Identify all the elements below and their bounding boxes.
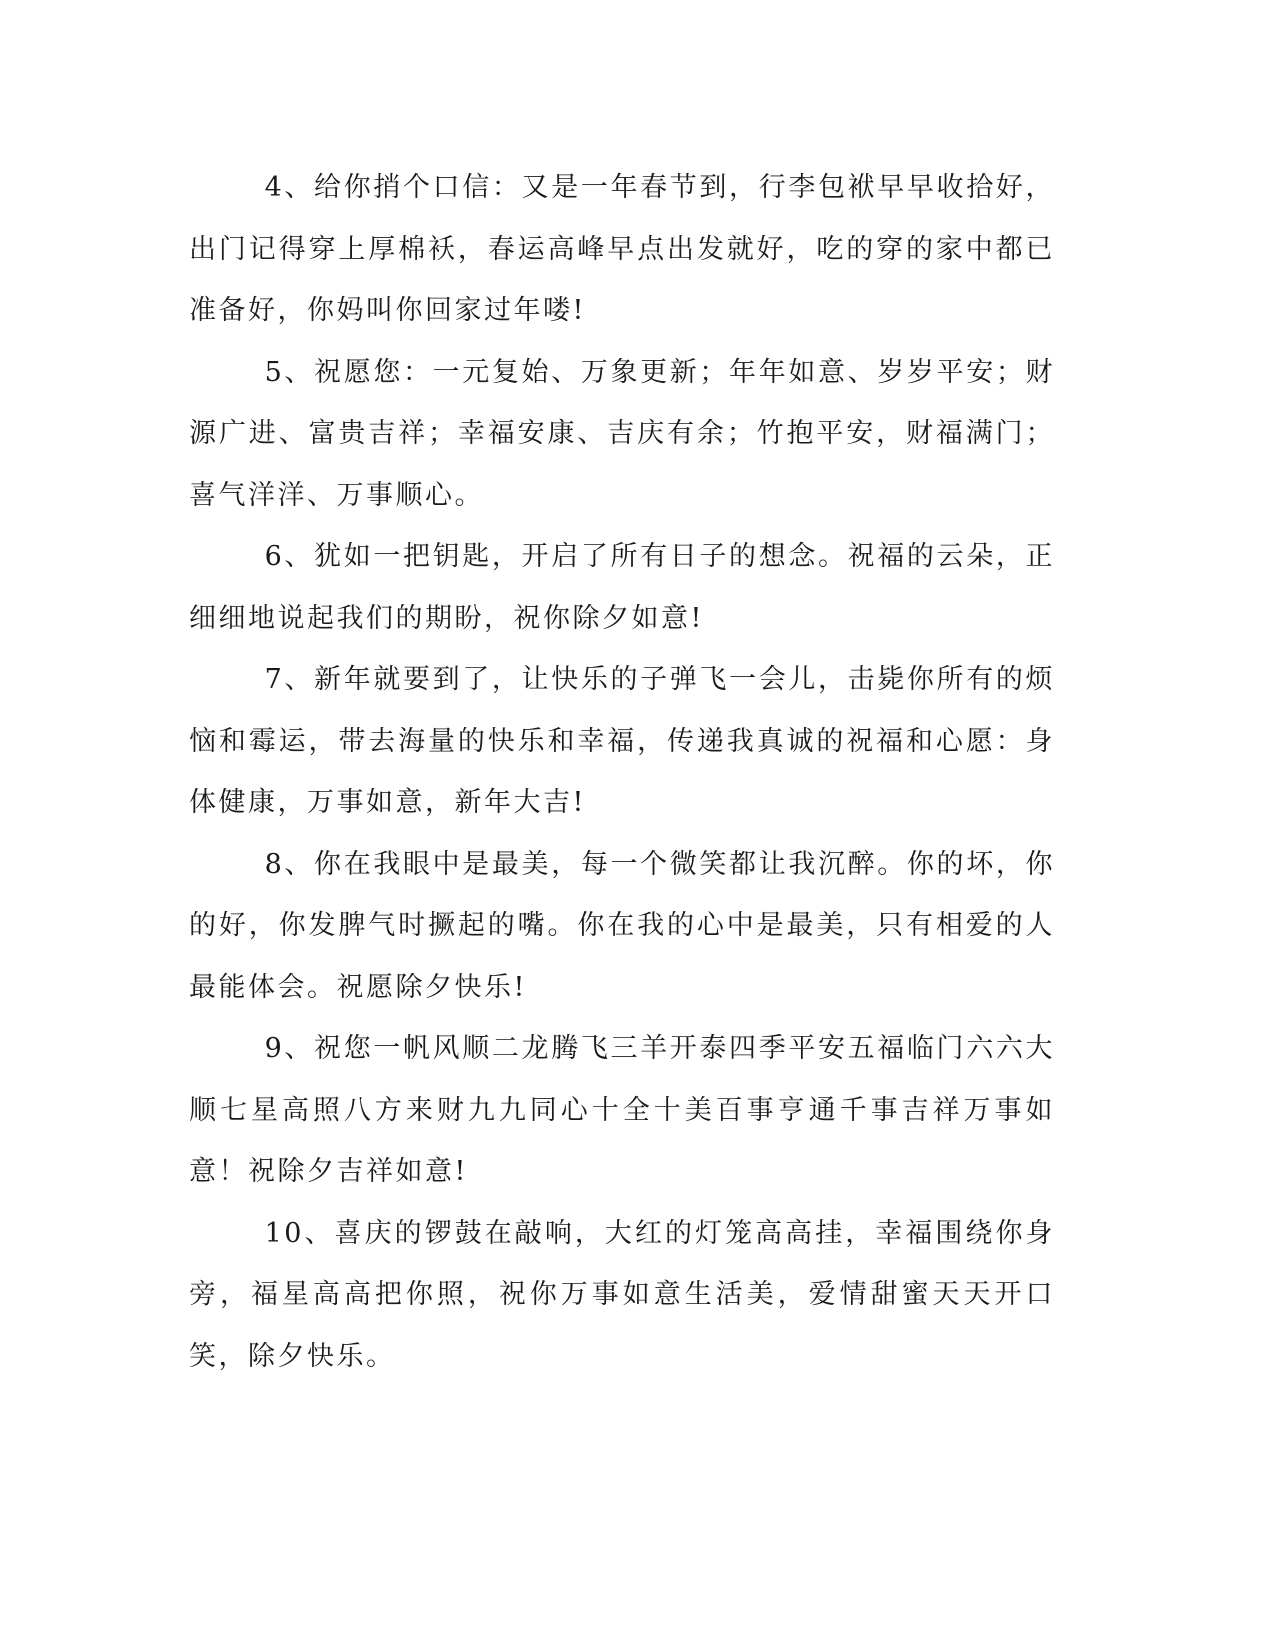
document-body bbox=[189, 157, 1055, 1387]
paragraph-10: 10、喜庆的锣鼓在敲响，大红的灯笼高高挂，幸福围绕你身旁，福星高高把你照，祝你万事如意生活美，爱情甜蜜天天开口笑，除夕快乐。 bbox=[189, 1217, 1055, 1372]
paragraph-6: 6、犹如一把钥匙，开启了所有日子的想念。祝福的云朵，正细细地说起我们的期盼，祝你除夕如意! bbox=[189, 541, 1055, 634]
paragraph-5: 5、祝愿您：一元复始、万象更新；年年如意、岁岁平安；财源广进、富贵吉祥；幸福安康、吉庆有余；竹抱平安，财福满门；喜气洋洋、万事顺心。 bbox=[189, 356, 1055, 511]
paragraph-7: 7、新年就要到了，让快乐的子弹飞一会儿，击毙你所有的烦恼和霉运，带去海量的快乐和幸福，传递我真诚的祝福和心愿：身体健康，万事如意，新年大吉! bbox=[189, 664, 1055, 818]
paragraph-8: 8、你在我眼中是最美，每一个微笑都让我沉醉。你的坏，你的好，你发脾气时撅起的嘴。你在我的心中是最美，只有相爱的人最能体会。祝愿除夕快乐! bbox=[189, 848, 1055, 1003]
paragraph-9: 9、祝您一帆风顺二龙腾飞三羊开泰四季平安五福临门六六大顺七星高照八方来财九九同心十全十美百事亨通千事吉祥万事如意！祝除夕吉祥如意! bbox=[189, 1033, 1055, 1187]
paragraph-4: 4、给你捎个口信：又是一年春节到，行李包袱早早收拾好，出门记得穿上厚棉袄，春运高峰早点出发就好，吃的穿的家中都已准备好，你妈叫你回家过年喽! bbox=[189, 172, 1055, 326]
